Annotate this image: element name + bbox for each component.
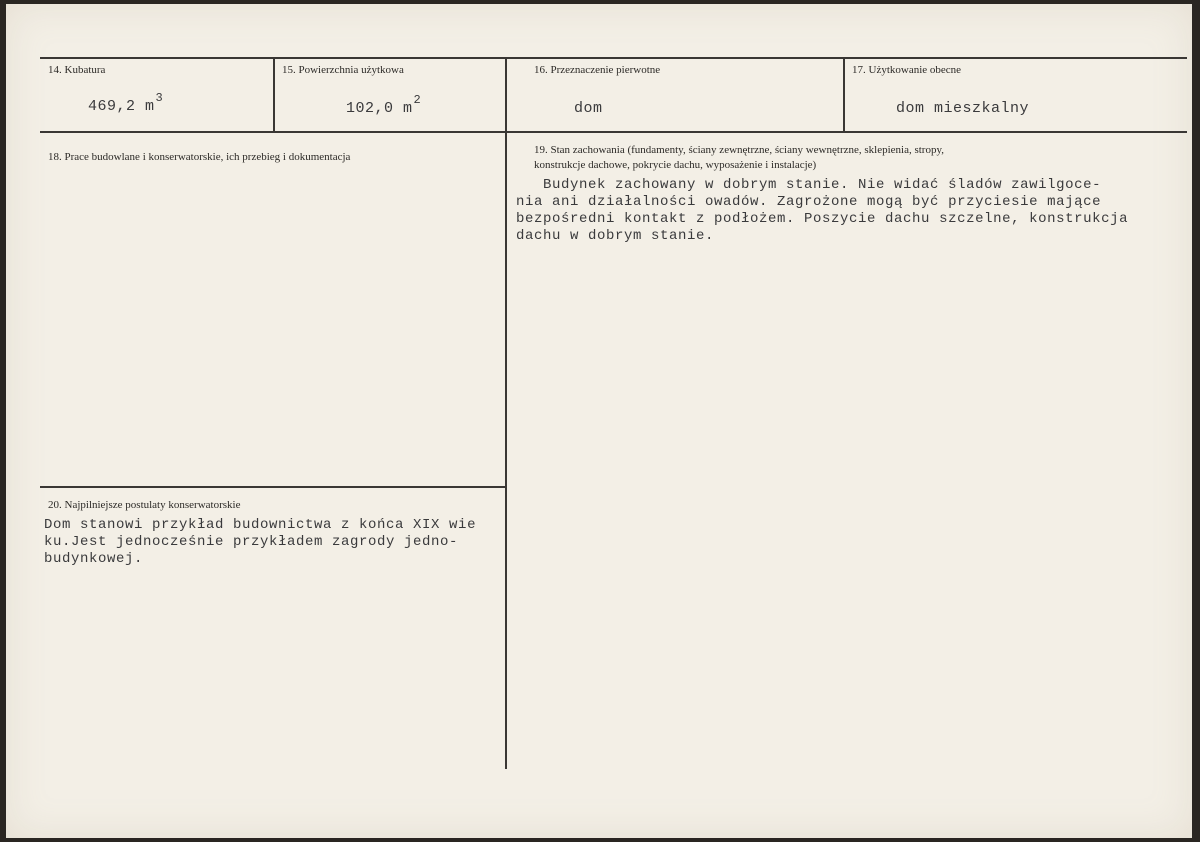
record-card (6, 4, 1192, 838)
rule-row1-bottom (40, 131, 1187, 133)
powierzchnia-label: 15. Powierzchnia użytkowa (282, 64, 404, 76)
stan-text-line-4: dachu w dobrym stanie. (516, 228, 715, 244)
prace-label: 18. Prace budowlane i konserwatorskie, ich przebieg i dokumentacja (48, 151, 351, 163)
uzytkowanie-value: dom mieszkalny (896, 100, 1030, 117)
uzytkowanie-label: 17. Użytkowanie obecne (852, 64, 962, 76)
powierzchnia-value: 102,0 $m^2$ (346, 93, 422, 117)
rule-col2 (505, 57, 507, 769)
kubatura-label: 14. Kubatura (48, 64, 106, 76)
postulaty-text-line-3: budynkowej. (44, 551, 144, 567)
rule-col3 (843, 57, 845, 132)
postulaty-text-line-1: Dom stanowi przykład budownictwa z końca XIX wie (44, 517, 477, 533)
postulaty-text-line-2: ku.Jest jednocześnie przykładem zagrody jedno- (44, 534, 459, 550)
stan-text-line-3: bezpośredni kontakt z podłożem. Poszycie dachu szczelne, konstrukcja (516, 211, 1129, 227)
rule-row2-bottom (40, 486, 506, 488)
stan-text-line-2: nia ani działalności owadów. Zagrożone mogą być przyciesie mające (516, 194, 1102, 210)
przeznaczenie-value: dom (574, 100, 603, 117)
kubatura-value: 469,2 $m^3$ (88, 91, 164, 115)
rule-top (40, 57, 1187, 59)
postulaty-label: 20. Najpilniejsze postulaty konserwatorskie (48, 499, 241, 511)
stan-label-line-1: 19. Stan zachowania (fundamenty, ściany zewnętrzne, ściany wewnętrzne, sklepienia, stropy, (534, 144, 945, 156)
przeznaczenie-label: 16. Przeznaczenie pierwotne (534, 64, 661, 76)
powierzchnia-exponent: 2 (413, 93, 422, 107)
stan-label-line-2: konstrukcje dachowe, pokrycie dachu, wyposażenie i instalacje) (534, 159, 817, 171)
stan-text-line-1: Budynek zachowany w dobrym stanie. Nie widać śladów zawilgoce- (516, 177, 1102, 193)
rule-col1 (273, 57, 275, 132)
kubatura-exponent: 3 (155, 91, 164, 105)
